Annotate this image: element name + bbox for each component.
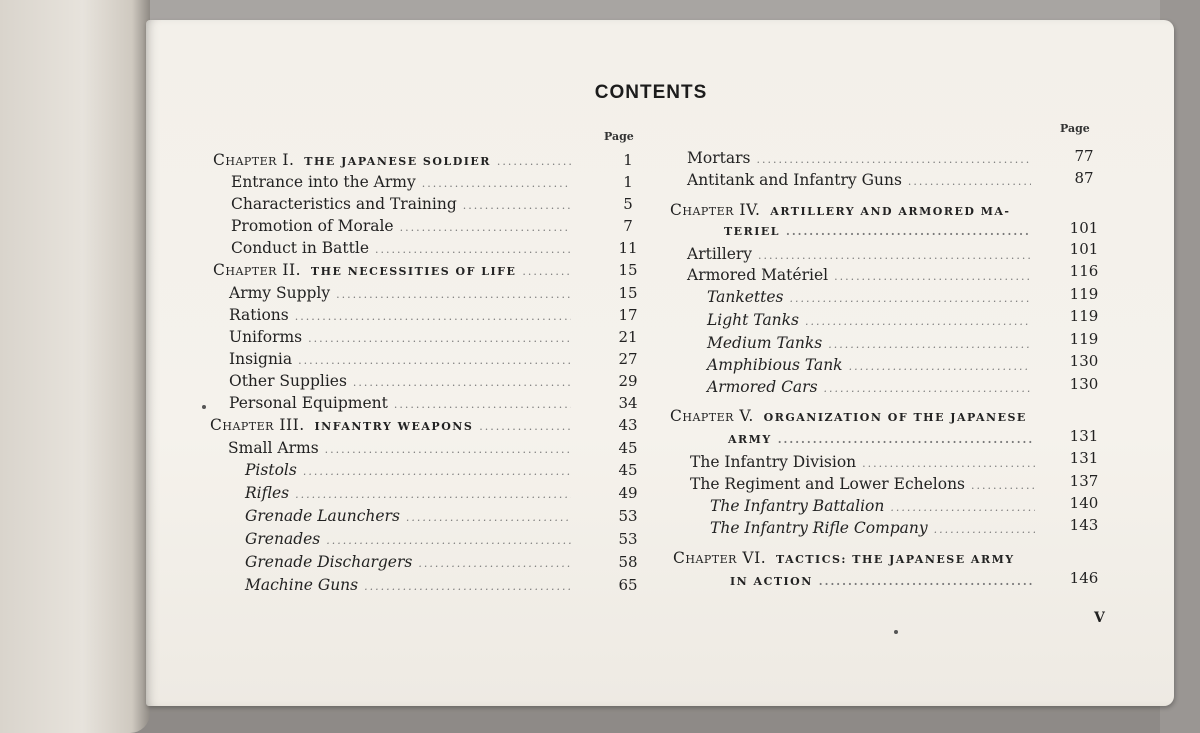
page-number: 1 — [623, 173, 633, 191]
toc-entry[interactable] — [687, 148, 1037, 168]
toc-subentry[interactable] — [707, 377, 1037, 397]
entry-label: Characteristics and Training — [231, 195, 457, 213]
toc-subentry[interactable] — [710, 496, 1041, 516]
toc-entry[interactable] — [229, 305, 577, 325]
toc-entry[interactable] — [231, 194, 577, 214]
entry-label: The Infantry Rifle Company — [710, 519, 928, 537]
entry-label: Machine Guns — [245, 576, 359, 594]
page-number: 116 — [1069, 262, 1099, 280]
page-column-header-left: Page — [604, 130, 634, 143]
toc-entry[interactable] — [229, 327, 577, 347]
page-number: 45 — [618, 439, 638, 457]
page-number: 53 — [618, 530, 638, 548]
page-number: 27 — [618, 350, 638, 368]
toc-subentry[interactable] — [245, 529, 577, 549]
chapter-number: Chapter VI. — [673, 549, 767, 567]
chapter-number: Chapter III. — [210, 416, 305, 434]
entry-label: The Infantry Battalion — [710, 497, 885, 515]
page-number: 146 — [1069, 569, 1099, 587]
entry-label: Amphibious Tank — [707, 356, 843, 374]
entry-label: Rations — [229, 306, 289, 324]
page-number: 7 — [623, 217, 633, 235]
toc-entry[interactable] — [229, 349, 577, 369]
chapter-name-continued: ARMY ..... — [728, 430, 1041, 450]
page-number: 143 — [1069, 516, 1099, 534]
entry-label: Artillery — [687, 245, 753, 263]
toc-entry[interactable] — [231, 216, 577, 236]
page-number: 65 — [618, 576, 638, 594]
paper-speck — [202, 405, 206, 409]
chapter-name: INFANTRY WEAPONS — [314, 420, 474, 433]
entry-label: Promotion of Morale — [231, 217, 394, 235]
page-folio: V — [1094, 610, 1105, 626]
page-number: 101 — [1069, 240, 1099, 258]
entry-label: Armored Matériel — [687, 266, 829, 284]
toc-subentry[interactable] — [707, 333, 1037, 353]
page-number: 11 — [618, 239, 638, 257]
entry-label: Mortars — [687, 149, 751, 167]
entry-label: Army Supply — [229, 284, 331, 302]
page-column-header-right: Page — [1060, 122, 1090, 135]
entry-label: Light Tanks — [707, 311, 800, 329]
page-number: 21 — [618, 328, 638, 346]
entry-label: Grenade Launchers — [245, 507, 400, 525]
page-number: 130 — [1069, 352, 1099, 370]
chapter-name-continued: IN ACTION ..... — [730, 572, 1041, 592]
toc-chapter-3[interactable] — [210, 415, 577, 435]
toc-entry[interactable] — [690, 474, 1041, 494]
page-number: 34 — [618, 394, 638, 412]
entry-label: Other Supplies — [229, 372, 347, 390]
toc-chapter-1[interactable] — [213, 150, 577, 170]
toc-entry[interactable] — [687, 265, 1037, 285]
entry-label: The Infantry Division — [690, 453, 857, 471]
toc-subentry[interactable] — [245, 506, 577, 526]
chapter-name: ARTILLERY AND ARMORED MA- — [770, 205, 1011, 218]
toc-entry[interactable] — [687, 244, 1037, 264]
entry-label: Grenade Dischargers — [245, 553, 413, 571]
chapter-number: Chapter IV. — [670, 201, 761, 219]
toc-chapter-6[interactable] — [673, 548, 1053, 568]
chapter-name: TACTICS: THE JAPANESE ARMY — [775, 553, 1015, 566]
page-number: 119 — [1069, 330, 1099, 348]
page-number: 131 — [1069, 427, 1099, 445]
chapter-name: THE JAPANESE SOLDIER — [304, 155, 491, 168]
toc-subentry[interactable] — [245, 575, 577, 595]
left-page-edge — [0, 0, 150, 733]
entry-label: The Regiment and Lower Echelons — [690, 475, 966, 493]
entry-label: Medium Tanks — [707, 334, 823, 352]
entry-label: Insignia — [229, 350, 293, 368]
paper-speck — [894, 630, 898, 634]
chapter-name-continued: TERIEL ..... — [724, 222, 1037, 242]
chapter-name: ORGANIZATION OF THE JAPANESE — [763, 411, 1027, 424]
toc-subentry[interactable] — [245, 552, 577, 572]
chapter-number: Chapter II. — [213, 261, 302, 279]
page-number: 53 — [618, 507, 638, 525]
entry-label: Antitank and Infantry Guns — [687, 171, 902, 189]
toc-subentry[interactable] — [710, 518, 1041, 538]
entry-label: Armored Cars — [707, 378, 818, 396]
page-number: 43 — [618, 416, 638, 434]
entry-label: Rifles — [245, 484, 290, 502]
entry-label: Tankettes — [707, 288, 784, 306]
entry-label: Pistols — [245, 461, 297, 479]
toc-subentry[interactable] — [707, 287, 1037, 307]
page-number: 15 — [618, 261, 638, 279]
page-number: 58 — [618, 553, 638, 571]
toc-entry[interactable] — [690, 452, 1041, 472]
entry-label: Personal Equipment — [229, 394, 388, 412]
toc-chapter-2[interactable] — [213, 260, 577, 280]
toc-subentry[interactable] — [707, 355, 1037, 375]
toc-chapter-4[interactable] — [670, 200, 1040, 220]
toc-entry[interactable] — [229, 393, 577, 413]
page-number: 119 — [1069, 307, 1099, 325]
chapter-name: THE NECESSITIES OF LIFE — [310, 265, 517, 278]
page-number: 137 — [1069, 472, 1099, 490]
page-number: 29 — [618, 372, 638, 390]
page-number: 15 — [618, 284, 638, 302]
page-number: 140 — [1069, 494, 1099, 512]
chapter-number: Chapter V. — [670, 407, 754, 425]
entry-label: Conduct in Battle — [231, 239, 370, 257]
toc-entry[interactable] — [229, 371, 577, 391]
page-number: 49 — [618, 484, 638, 502]
toc-entry[interactable] — [231, 238, 577, 258]
page-number: 119 — [1069, 285, 1099, 303]
toc-subentry[interactable] — [245, 460, 577, 480]
chapter-number: Chapter I. — [213, 151, 295, 169]
page-number: 101 — [1069, 219, 1099, 237]
entry-label: Uniforms — [229, 328, 303, 346]
entry-label: Entrance into the Army — [231, 173, 416, 191]
toc-entry[interactable] — [687, 170, 1037, 190]
page-number: 5 — [623, 195, 633, 213]
page-number: 1 — [623, 151, 633, 169]
toc-entry[interactable] — [229, 283, 577, 303]
entry-label: Small Arms — [228, 439, 319, 457]
page-number: 131 — [1069, 449, 1099, 467]
toc-subentry[interactable] — [707, 310, 1037, 330]
toc-subentry[interactable] — [245, 483, 577, 503]
toc-entry[interactable] — [228, 438, 577, 458]
toc-chapter-5[interactable] — [670, 406, 1050, 426]
page-number: 45 — [618, 461, 638, 479]
page-number: 77 — [1074, 147, 1094, 165]
contents-page — [146, 20, 1174, 706]
toc-entry[interactable] — [231, 172, 577, 192]
page-number: 130 — [1069, 375, 1099, 393]
entry-label: Grenades — [245, 530, 321, 548]
page-number: 17 — [618, 306, 638, 324]
page-title: CONTENTS — [594, 82, 708, 103]
page-number: 87 — [1074, 169, 1094, 187]
